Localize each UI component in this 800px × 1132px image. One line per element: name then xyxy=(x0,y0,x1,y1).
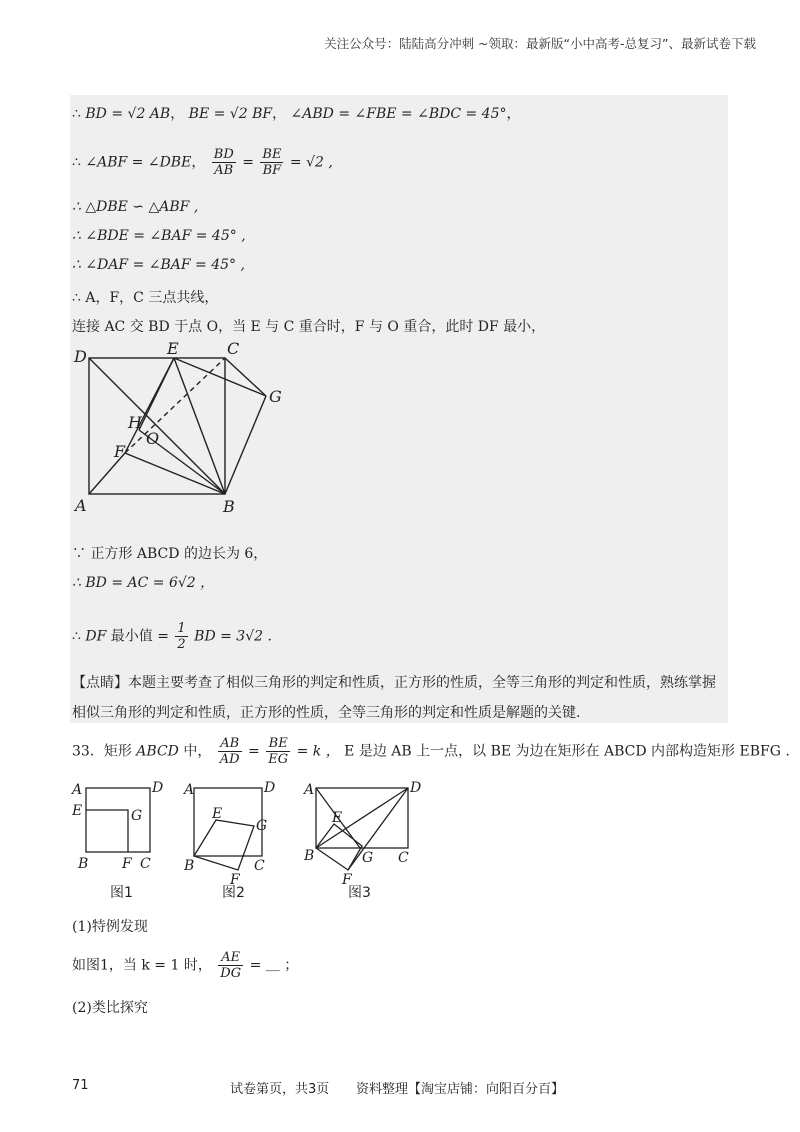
svg-text:G: G xyxy=(256,818,268,834)
solution-line-3: ∴ △DBE ∽ △ABF , xyxy=(72,199,199,215)
solution-line-10 xyxy=(72,621,272,652)
solution-line-5: ∴ ∠DAF = ∠BAF = 45° , xyxy=(72,257,245,273)
fraction: $\frac{BD}{AB}$ xyxy=(213,147,234,178)
svg-text:C: C xyxy=(398,850,409,866)
label-H: H xyxy=(128,413,142,432)
part-1-question xyxy=(72,950,298,981)
svg-text:A: A xyxy=(72,782,83,798)
part-1-heading: (1)特例发现 xyxy=(72,919,148,935)
fraction: $\frac{AE}{DG}$ xyxy=(220,950,242,981)
answer-blank: = ＿ ； xyxy=(249,957,299,974)
svg-text:A: A xyxy=(304,782,315,798)
question-33: 33．矩形 ABCD 中， $\frac{AB}{AD}$ = $\frac{BE}{EG}$ = k ， E 是边 AB 上一点，以 BE 为边在矩形在 ABCD 内部构造矩形 EBFG . xyxy=(72,736,790,767)
math-expr: ∠ABD = ∠FBE = ∠BDC = 45° xyxy=(290,106,507,122)
solution-line-6: ∴ A，F，C 三点共线， xyxy=(72,290,219,306)
label-A: A xyxy=(75,496,87,515)
figure-3-caption: 图3 xyxy=(348,885,371,901)
label-G: G xyxy=(269,387,282,406)
label-E: E xyxy=(167,339,179,358)
label-B: B xyxy=(223,497,235,516)
solution-line-9: ∴ BD = AC = 6√2 ， xyxy=(72,575,215,591)
math-expr: ∠ABF = ∠DBE xyxy=(85,154,192,171)
page-number: 71 xyxy=(72,1078,89,1093)
svg-text:B: B xyxy=(304,848,315,864)
figure-2 xyxy=(182,780,282,888)
therefore-symbol: ∴ xyxy=(72,154,81,171)
math-var: DF xyxy=(85,628,107,645)
math-expr: BE = √2 BF xyxy=(188,106,273,122)
line-text: 中， xyxy=(183,743,212,760)
figure-1 xyxy=(70,780,164,872)
page-header: 关注公众号：陆陆高分冲刺 ~领取：最新版“小中高考-总复习”、最新试卷下载 xyxy=(324,36,756,51)
svg-text:D: D xyxy=(264,780,276,796)
fraction: $\frac{BE}{BF}$ xyxy=(262,147,282,178)
svg-text:E: E xyxy=(332,810,343,826)
question-number: 33．矩形 xyxy=(72,743,132,760)
svg-text:F: F xyxy=(122,856,132,872)
solution-line-1: ∴ BD = √2 AB， BE = √2 BF， ∠ABD = ∠FBE = ∠BDC = 45°， xyxy=(72,106,521,122)
line-text: 最小值 = xyxy=(110,628,169,645)
solution-line-8: ∵ 正方形 ABCD 的边长为 6， xyxy=(72,546,268,562)
footer-page-info: 试卷第页，共3页 xyxy=(230,1082,330,1097)
solution-line-7: 连接 AC 交 BD 于点 O，当 E 与 C 重合时，F 与 O 重合，此时 DF 最小， xyxy=(72,319,546,335)
solution-line-2: ∴ ∠ABF = ∠DBE， $\frac{BD}{AB}$ = $\frac{BE}{BF}$ = √2 , xyxy=(72,147,333,178)
part-2-heading: (2)类比探究 xyxy=(72,1000,148,1016)
line-text: 如图1，当 k = 1 时， xyxy=(72,957,212,974)
svg-text:G: G xyxy=(362,850,374,866)
label-C: C xyxy=(227,339,240,358)
square-figure xyxy=(72,340,292,520)
svg-text:G: G xyxy=(131,808,143,824)
svg-text:E: E xyxy=(212,806,223,822)
svg-text:F: F xyxy=(230,872,240,888)
therefore-symbol: ∴ xyxy=(72,106,81,122)
svg-text:D: D xyxy=(410,780,422,796)
svg-text:E: E xyxy=(72,803,83,819)
footer-source: 资料整理【淘宝店铺：向阳百分百】 xyxy=(356,1082,565,1097)
fraction: $\frac{AB}{AD}$ xyxy=(219,736,240,767)
svg-text:A: A xyxy=(184,782,195,798)
label-D: D xyxy=(74,347,87,366)
figure-3 xyxy=(300,780,425,888)
key-point-note: 【点睛】本题主要考查了相似三角形的判定和性质，正方形的性质，全等三角形的判定和性质，熟练掌握相似三角形的判定和性质，正方形的性质，全等三角形的判定和性质是解题的关键. xyxy=(72,675,716,721)
math-expr: BD = √2 AB xyxy=(85,106,171,122)
svg-text:B: B xyxy=(78,856,89,872)
svg-text:C: C xyxy=(140,856,151,872)
fraction: $\frac{BE}{EG}$ xyxy=(268,736,289,767)
therefore-symbol: ∴ xyxy=(72,628,81,645)
math-expr: BD = 3√2 . xyxy=(194,628,272,645)
svg-text:B: B xyxy=(184,858,195,874)
fraction: $\frac{1}{2}$ xyxy=(177,621,186,652)
svg-text:D: D xyxy=(152,780,164,796)
question-text: E 是边 AB 上一点，以 BE 为边在矩形在 ABCD 内部构造矩形 EBFG . xyxy=(344,743,790,760)
figure-1-caption: 图1 xyxy=(110,885,133,901)
figure-2-caption: 图2 xyxy=(222,885,245,901)
math-expr: = √2 , xyxy=(289,154,333,171)
solution-line-4: ∴ ∠BDE = ∠BAF = 45° , xyxy=(72,228,246,244)
label-F: F xyxy=(114,442,126,461)
math-var: ABCD xyxy=(136,743,179,760)
svg-text:C: C xyxy=(254,858,265,874)
label-O: O xyxy=(146,429,160,448)
svg-text:F: F xyxy=(342,872,352,888)
math-expr: = k ， xyxy=(296,743,340,760)
